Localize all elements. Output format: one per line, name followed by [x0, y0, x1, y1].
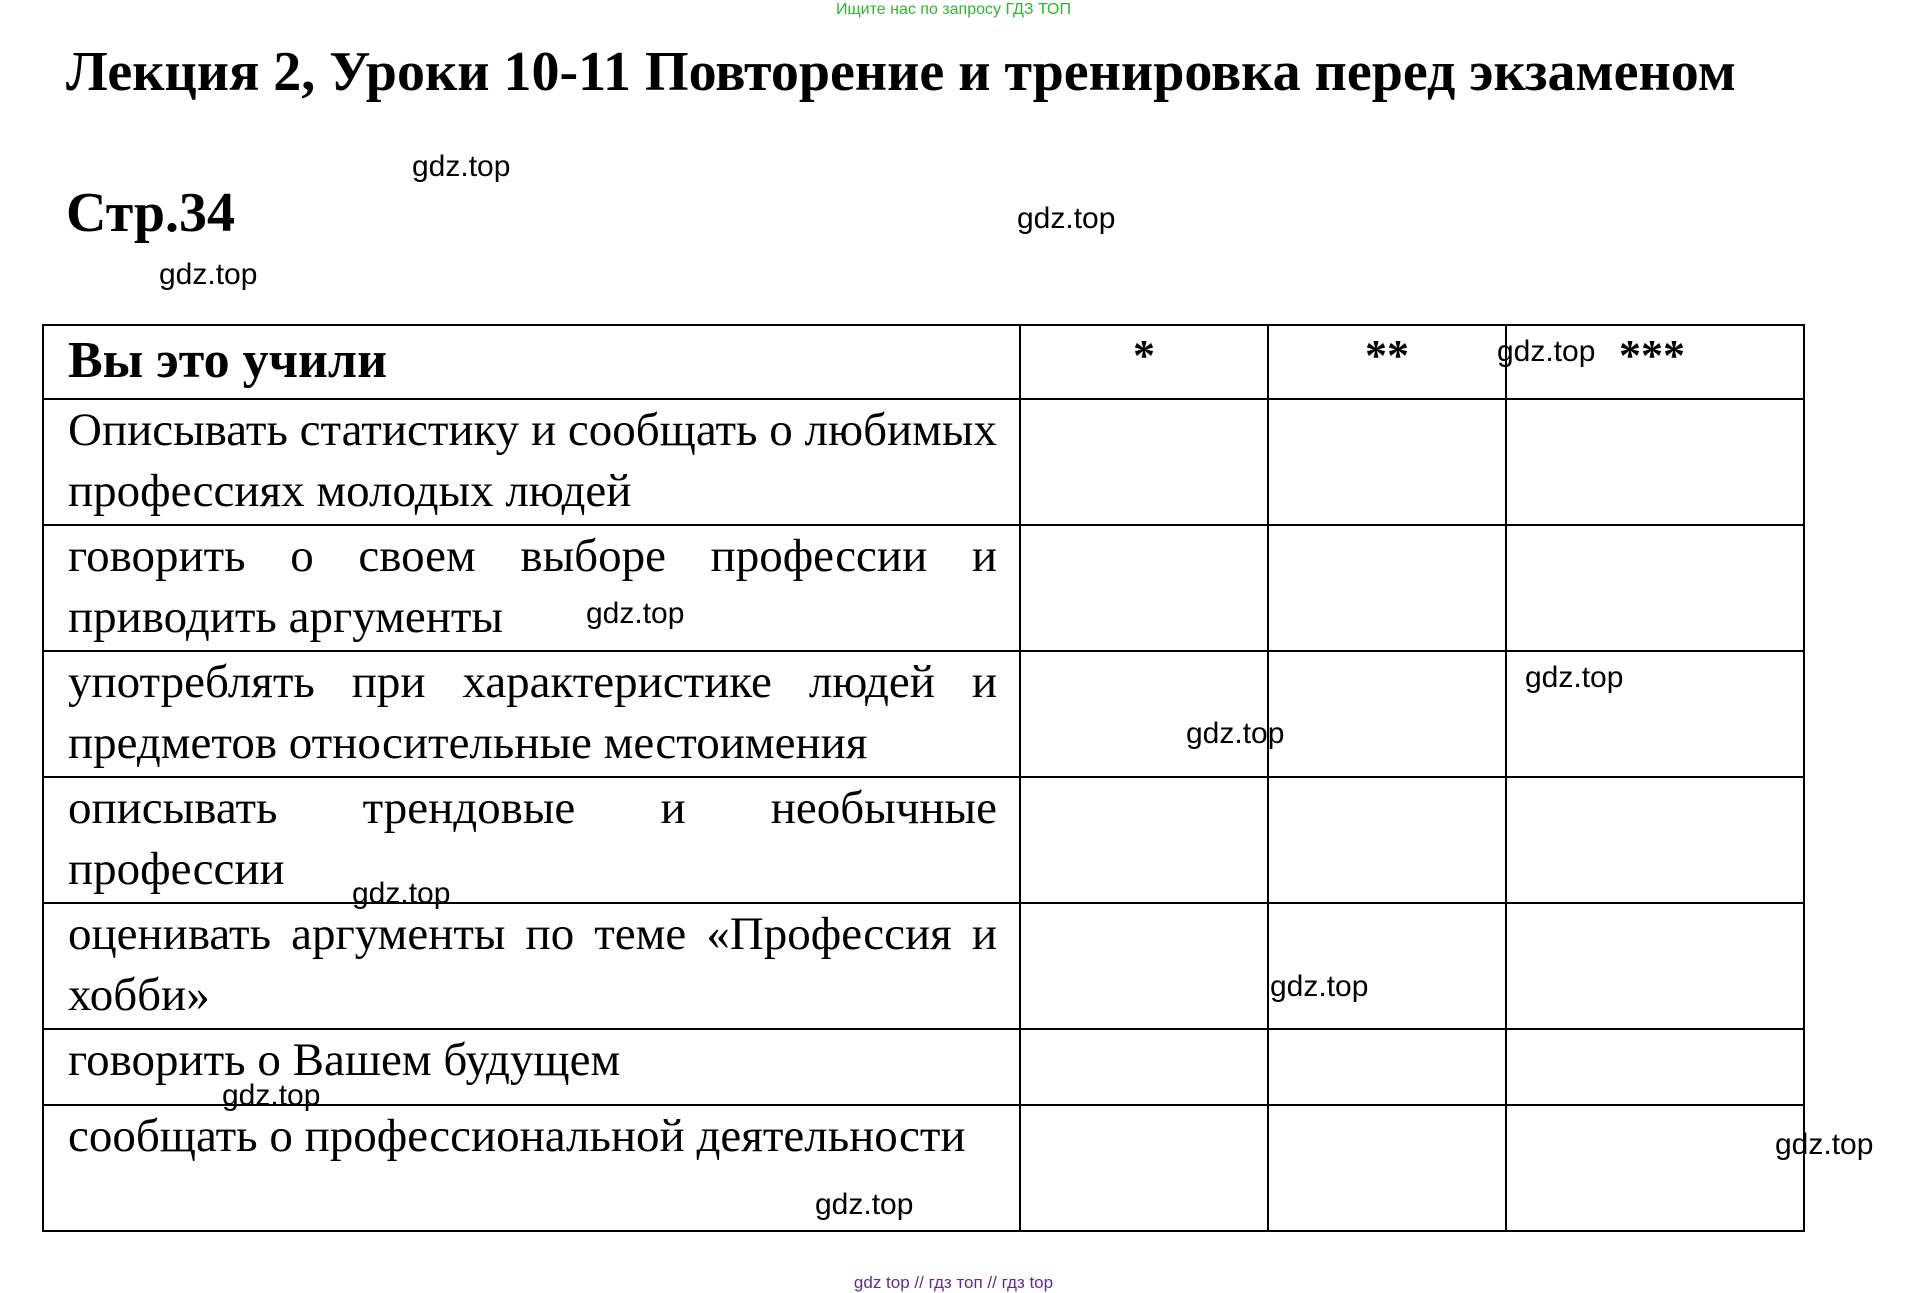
watermark: gdz.top [1270, 970, 1369, 1003]
table-row [43, 903, 1804, 1029]
watermark: gdz.top [1497, 335, 1596, 368]
table-row [43, 399, 1804, 525]
table-row [43, 1105, 1804, 1231]
rating-cell-3 [1506, 777, 1804, 903]
rating-cell-1 [1020, 651, 1268, 777]
rating-cell-3 [1506, 525, 1804, 651]
rating-cell-2 [1268, 777, 1506, 903]
watermark: gdz.top [815, 1188, 914, 1221]
watermark: gdz.top [586, 597, 685, 630]
rating-cell-1 [1020, 1029, 1268, 1105]
table-row [43, 777, 1804, 903]
rating-cell-3 [1506, 1105, 1804, 1231]
search-hint: Ищите нас по запросу ГДЗ ТОП [836, 1, 1071, 18]
watermark: gdz.top [222, 1079, 321, 1112]
header-topic: Вы это учили [43, 325, 1020, 399]
watermark: gdz.top [1525, 661, 1624, 694]
footer-links: gdz top // гдз топ // гдз top [853, 1273, 1054, 1292]
watermark: gdz.top [159, 258, 258, 291]
rating-cell-2 [1268, 1105, 1506, 1231]
rating-cell-2 [1268, 1029, 1506, 1105]
page-title: Лекция 2, Уроки 10-11 Повторение и тренировка перед экзаменом [66, 41, 1736, 103]
rating-cell-2 [1268, 651, 1506, 777]
watermark: gdz.top [412, 150, 511, 183]
rating-cell-2 [1268, 903, 1506, 1029]
skill-text: говорить о Вашем будущем [43, 1029, 1020, 1105]
rating-cell-1 [1020, 903, 1268, 1029]
header-level-3: *** [1506, 325, 1804, 399]
skill-text: употреблять при характеристике людей и предметов относительные местоимения [43, 651, 1020, 777]
skill-text: сообщать о профессиональной деятельности [43, 1105, 1020, 1231]
rating-cell-2 [1268, 399, 1506, 525]
skill-text: описывать трендовые и необычные профессии [43, 777, 1020, 903]
rating-cell-3 [1506, 399, 1804, 525]
watermark: gdz.top [1775, 1128, 1874, 1161]
rating-cell-1 [1020, 399, 1268, 525]
rating-cell-1 [1020, 1105, 1268, 1231]
watermark: gdz.top [1186, 717, 1285, 750]
header-level-1: * [1020, 325, 1268, 399]
skill-text: говорить о своем выборе профессии и приводить аргументы [43, 525, 1020, 651]
header-level-2: ** [1268, 325, 1506, 399]
page-number: Стр.34 [66, 182, 236, 244]
skill-text: Описывать статистику и сообщать о любимых профессиях молодых людей [43, 399, 1020, 525]
watermark: gdz.top [352, 877, 451, 910]
skill-text: оценивать аргументы по теме «Профессия и хобби» [43, 903, 1020, 1029]
rating-cell-3 [1506, 903, 1804, 1029]
rating-cell-1 [1020, 777, 1268, 903]
rating-cell-1 [1020, 525, 1268, 651]
rating-cell-3 [1506, 1029, 1804, 1105]
table-row [43, 525, 1804, 651]
rating-cell-2 [1268, 525, 1506, 651]
watermark: gdz.top [1017, 202, 1116, 235]
